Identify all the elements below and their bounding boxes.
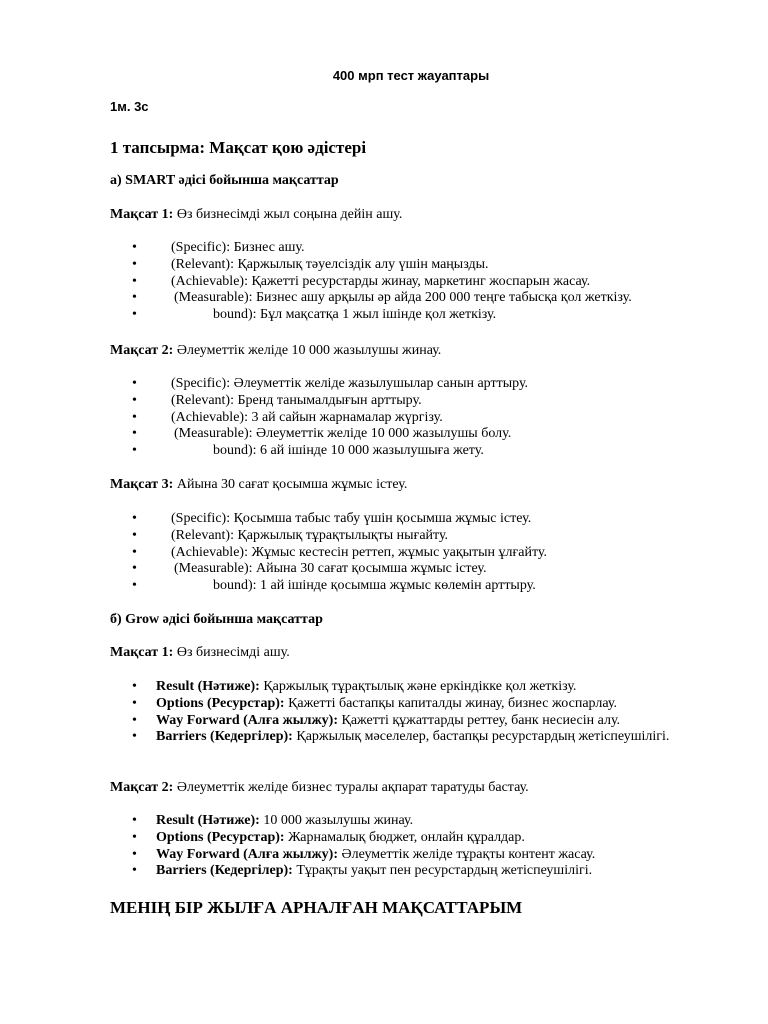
document-title: 400 мрп тест жауаптары (332, 68, 490, 83)
grow-goal-1 (110, 645, 290, 661)
grow-heading: б) Grow әдісі бойынша мақсаттар (110, 612, 323, 627)
document-code: 1м. 3с (110, 99, 149, 114)
list-item-key: Options (Ресурстар): (156, 695, 285, 711)
smart-goal-3 (110, 477, 407, 493)
bullet-icon: • (132, 846, 137, 862)
list-item-text: (Measurable): Бизнес ашу арқылы әр айда 200 000 теңге табысқа қол жеткізу. (174, 290, 632, 306)
section-heading-year-goals: МЕНІҢ БІР ЖЫЛҒА АРНАЛҒАН МАҚСАТТАРЫМ (110, 898, 523, 917)
grow-goal-2 (110, 780, 529, 796)
task-heading: 1 тапсырма: Мақсат қою әдістері (110, 138, 367, 157)
list-item-text: Қажетті бастапқы капиталды жинау, бизнес жоспарлау. (284, 695, 617, 711)
goal-text: Әлеуметтік желіде бизнес туралы ақпарат таратуды бастау. (173, 780, 529, 795)
bullet-icon: • (132, 376, 137, 391)
smart-goal-1 (110, 207, 402, 223)
list-item-text: (Measurable): Әлеуметтік желіде 10 000 жазылушы болу. (174, 426, 512, 442)
list-item-key: Barriers (Кедергілер): (156, 729, 293, 745)
bullet-icon: • (132, 712, 137, 728)
list-item-text: (Achievable): Қажетті ресурстарды жинау, маркетинг жоспарын жасау. (171, 273, 591, 289)
list-item-text: 10 000 жазылушы жинау. (259, 813, 414, 828)
bullet-icon: • (132, 443, 137, 459)
list-item-key: Result (Нәтиже): (156, 679, 260, 694)
bullet-icon: • (132, 679, 137, 694)
bullet-icon: • (132, 578, 137, 594)
list-item-text: (Specific): Бизнес ашу. (171, 240, 305, 255)
list-item-text: (Relevant): Қаржылық тұрақтылықты нығайту. (171, 527, 449, 543)
list-item-text: (Relevant): Бренд танымалдығын арттыру. (171, 392, 422, 408)
goal-label: Мақсат 3: (110, 477, 174, 492)
list-item-text: (Relevant): Қаржылық тәуелсіздік алу үшін маңызды. (171, 256, 489, 272)
bullet-icon: • (132, 307, 137, 323)
list-item-text: Қаржылық тұрақтылық және еркіндікке қол жеткізу. (259, 679, 577, 694)
bullet-icon: • (132, 544, 137, 560)
list-item-text: bound): 6 ай ішінде 10 000 жазылушыға жету. (213, 443, 484, 459)
goal-label: Мақсат 2: (110, 780, 174, 795)
smart-goal-2 (110, 343, 441, 359)
list-item-text: bound): Бұл мақсатқа 1 жыл ішінде қол жеткізу. (213, 307, 497, 323)
list-item-text: Қаржылық мәселелер, бастапқы ресурстардың жетіспеушілігі. (292, 729, 670, 745)
bullet-icon: • (132, 409, 137, 425)
list-item-text: (Achievable): Жұмыс кестесін реттеп, жұмыс уақытын ұлғайту. (171, 544, 548, 560)
list-item-text: (Measurable): Айына 30 сағат қосымша жұмыс істеу. (174, 561, 487, 577)
goal-text: Айына 30 сағат қосымша жұмыс істеу. (173, 477, 408, 492)
bullet-icon: • (132, 256, 137, 272)
goal-text: Әлеуметтік желіде 10 000 жазылушы жинау. (173, 343, 442, 358)
list-item-key: Barriers (Кедергілер): (156, 863, 293, 879)
list-item-key: Way Forward (Алға жылжу): (156, 846, 338, 862)
list-item-key: Way Forward (Алға жылжу): (156, 712, 338, 728)
bullet-icon: • (132, 527, 137, 543)
list-item-text: Әлеуметтік желіде тұрақты контент жасау. (338, 846, 596, 862)
goal-label: Мақсат 1: (110, 207, 174, 222)
goal-label: Мақсат 1: (110, 645, 174, 660)
list-item-text: Жарнамалық бюджет, онлайн құралдар. (284, 829, 525, 845)
bullet-icon: • (132, 729, 137, 745)
list-item-text: Тұрақты уақыт пен ресурстардың жетіспеушілігі. (292, 863, 593, 879)
list-item-text: bound): 1 ай ішінде қосымша жұмыс көлемін арттыру. (213, 578, 536, 594)
list-item-key: Options (Ресурстар): (156, 829, 285, 845)
list-item-text: Қажетті құжаттарды реттеу, банк несиесін алу. (338, 712, 621, 728)
smart-heading: а) SMART әдісі бойынша мақсаттар (110, 173, 339, 188)
bullet-icon: • (132, 813, 137, 828)
bullet-icon: • (132, 561, 137, 577)
list-item-text: (Achievable): 3 ай сайын жарнамалар жүргізу. (171, 409, 443, 425)
bullet-icon: • (132, 273, 137, 289)
bullet-icon: • (132, 426, 137, 442)
list-item-key: Result (Нәтиже): (156, 813, 260, 828)
bullet-icon: • (132, 695, 137, 711)
bullet-icon: • (132, 511, 137, 526)
bullet-icon: • (132, 829, 137, 845)
goal-text: Өз бизнесімді жыл соңына дейін ашу. (173, 207, 403, 222)
bullet-icon: • (132, 240, 137, 255)
bullet-icon: • (132, 863, 137, 879)
list-item-text: (Specific): Әлеуметтік желіде жазылушылар санын арттыру. (171, 376, 529, 391)
list-item-text: (Specific): Қосымша табыс табу үшін қосымша жұмыс істеу. (171, 511, 532, 526)
goal-label: Мақсат 2: (110, 343, 174, 358)
goal-text: Өз бизнесімді ашу. (173, 645, 290, 660)
bullet-icon: • (132, 290, 137, 306)
bullet-icon: • (132, 392, 137, 408)
